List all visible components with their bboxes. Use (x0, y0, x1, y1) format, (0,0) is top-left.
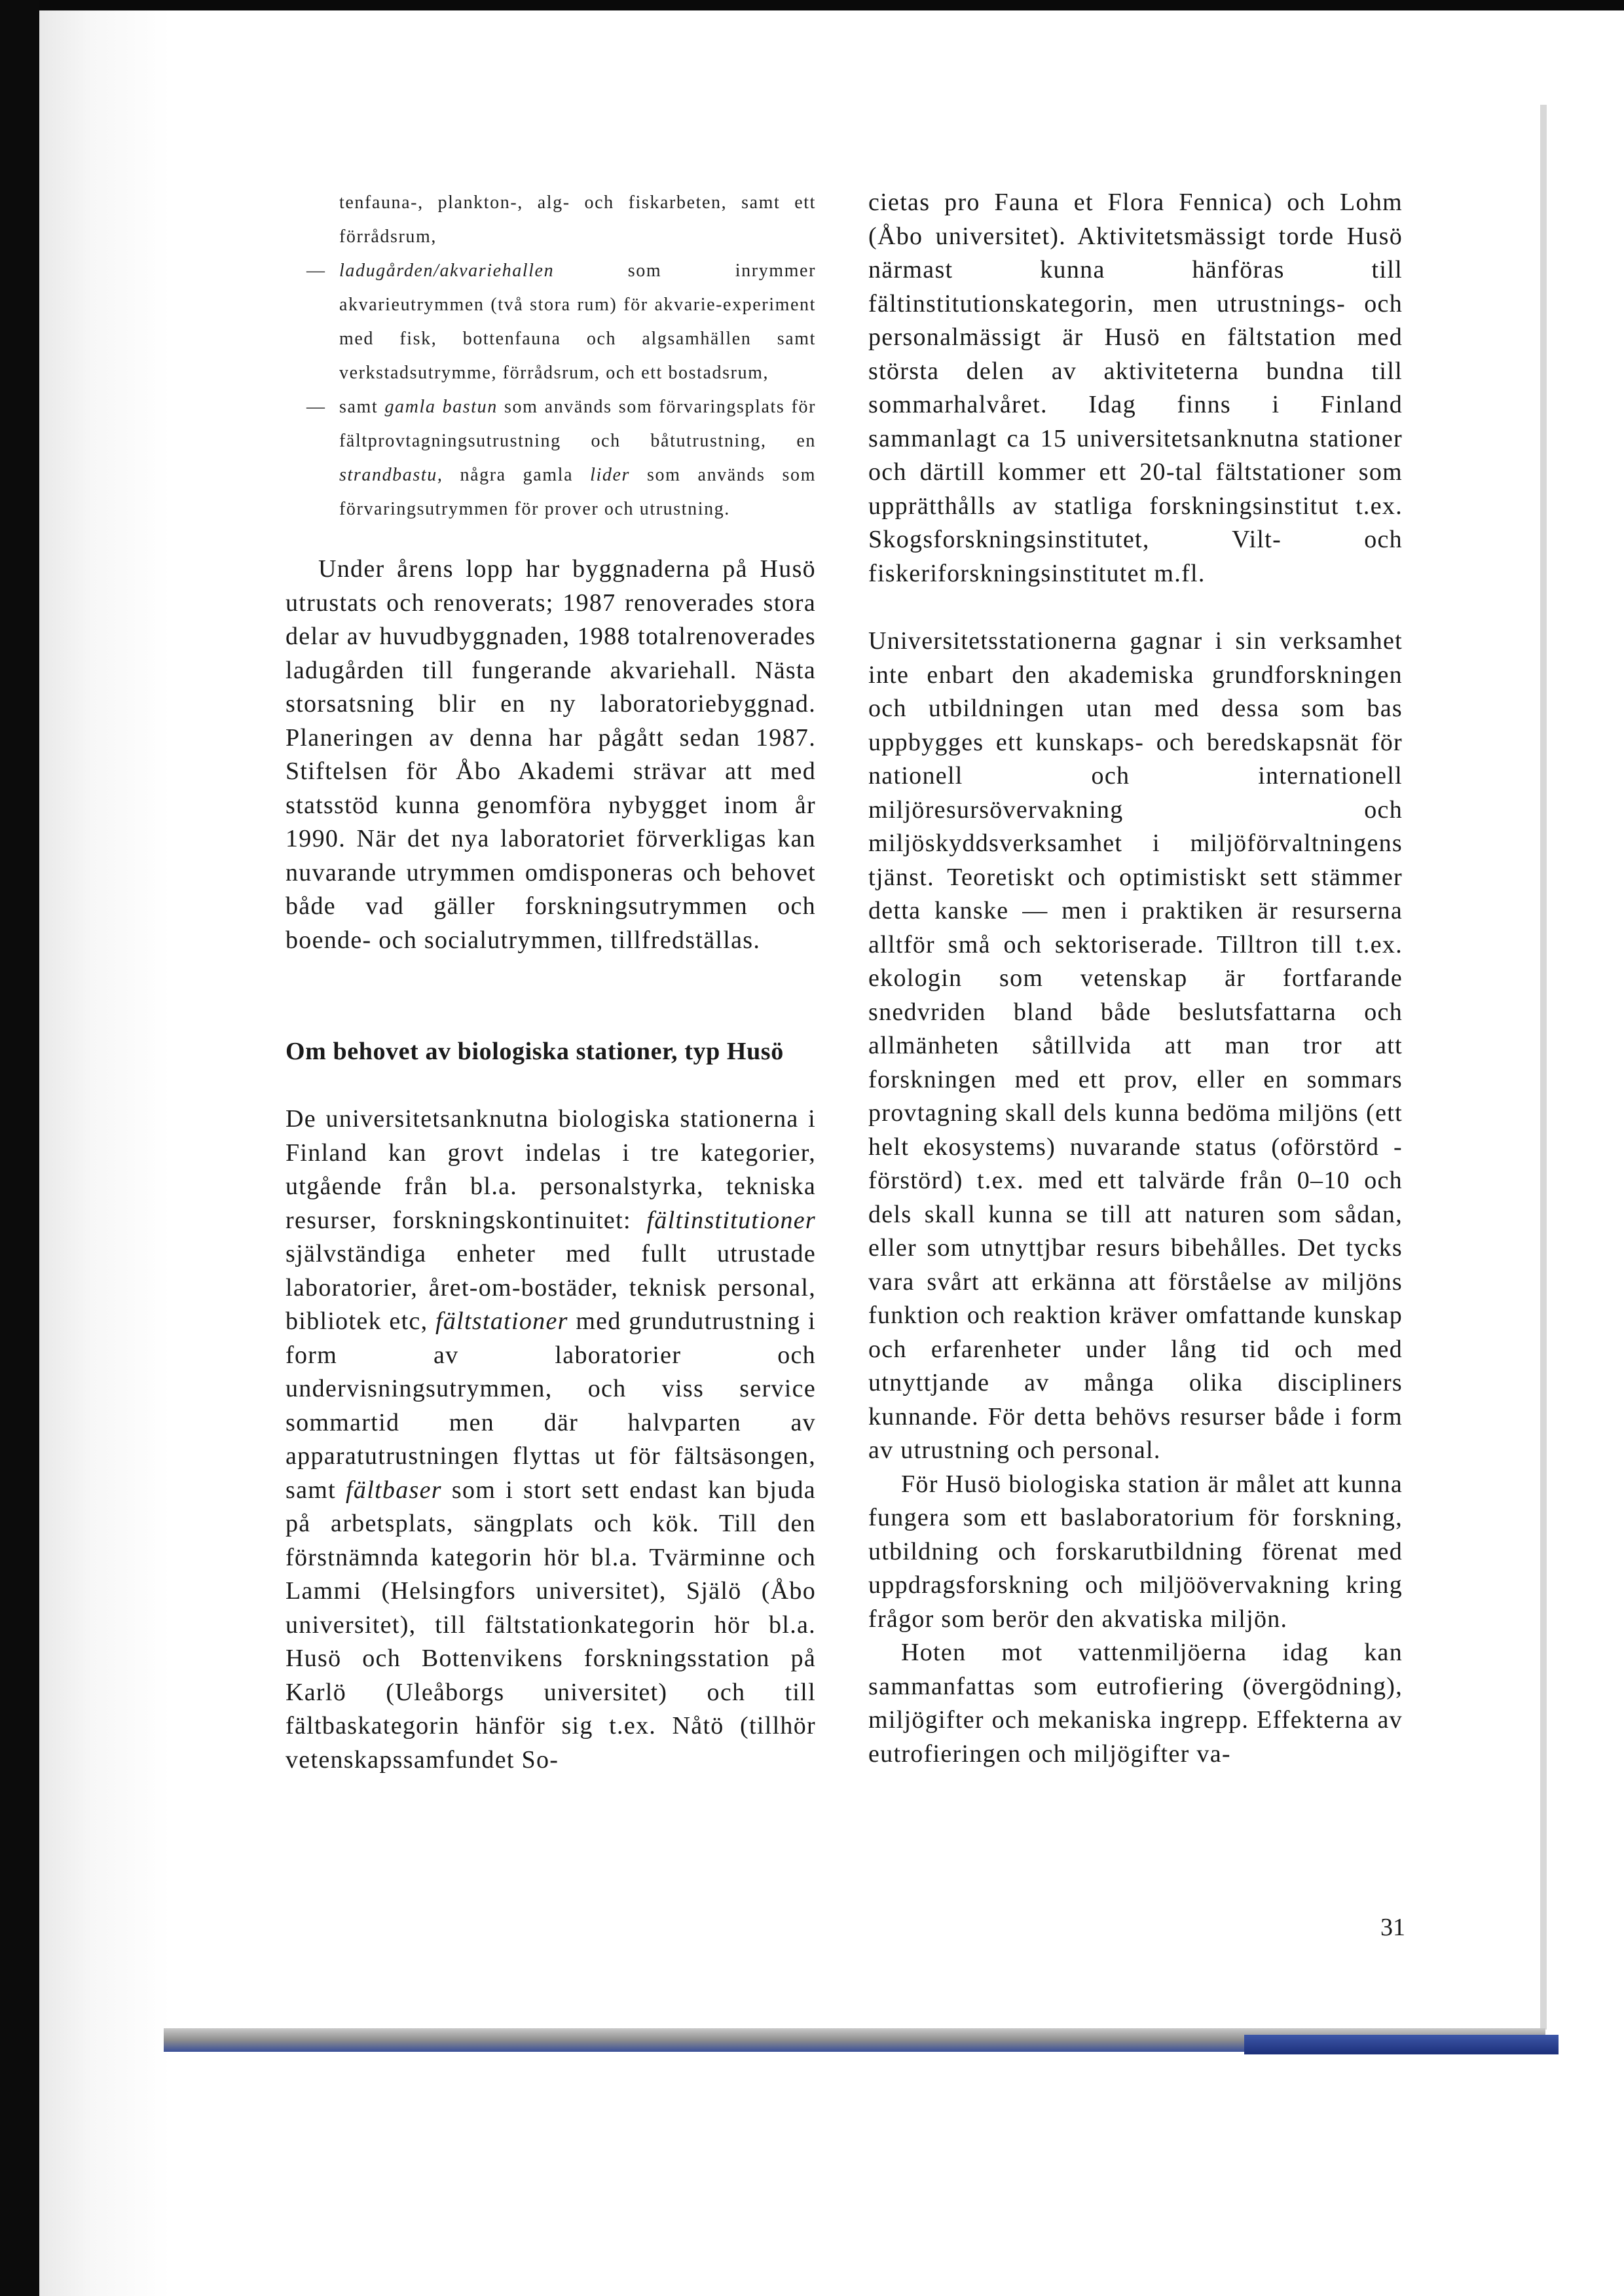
paragraph: För Husö biologiska station är målet att kunna fungera som ett baslaboratorium för forskning, utbildning och forskarutbildning förenat med uppdragsforskning och miljöövervakning kring frågor som berör den akvatiska miljön. (868, 1470, 1403, 1633)
list-item-text: några gamla (443, 465, 591, 485)
list-item-text: som används som förvaringsplats för fältprovtagningsutrustning och båtutrustning, en (339, 397, 816, 451)
list-item-text: samt (339, 397, 385, 417)
paragraph-text: självständiga enheter med fullt utrustade laboratorier, året-om-bostäder, teknisk personal, bibliotek etc, (286, 1240, 816, 1335)
paragraph-text: med grundutrustning i form av laboratorier och undervisningsutrymmen, och viss service sommartid men där halvparten av apparatutrustningen flyttas ut för fältsäsongen, samt (286, 1307, 816, 1504)
body-text (286, 553, 816, 957)
paragraph: Under årens lopp har byggnaderna på Husö utrustats och renoverats; 1987 renoverades stora delar av huvudbyggnaden, 1988 totalrenoverades ladugården till fungerande akvariehall. Nästa storsatsning blir en ny laboratoriebyggnad. Planeringen av denna har pågått sedan 1987. Stiftelsen för Åbo Akademi strävar att med statsstöd kunna genomföra nybygget inom år 1990. När det nya laboratoriet förverkligas kan nuvarande utrymmen omdisponeras och behovet både vad gäller forskningsutrymmen och boende- och socialutrymmen, tillfredställas. (286, 555, 816, 954)
scan-border-left (0, 0, 39, 2296)
list-item-term: gamla bastun (384, 397, 498, 417)
paragraph-term: fältbaser (346, 1476, 442, 1504)
paragraph: Universitetsstationerna gagnar i sin verksamhet inte enbart den akademiska grundforskningen och utbildningen utan med dessa som bas uppbygges ett kunskaps- och beredskapsnät för nationell och internationell miljöresursövervakning och miljöskyddsverksamhet i miljöförvaltningens tjänst. Teoretiskt och optimistiskt sett stämmer detta kanske — men i praktiken är resurserna alltför små och sektoriserade. Tilltron till t.ex. ekologin som vetenskap är fortfarande snedvriden bland både beslutsfattarna och allmänheten såtillvida att man tror att forskningen med ett prov, eller en sommars provtagning skall dels kunna bedöma miljöns (ett helt ekosystems) nuvarande status (oförstörd -förstörd) t.ex. med ett talvärde från 0–10 och dels skall kunna se till att naturen som sådan, eller som utnyttjbar resurs bibehålles. Det tycks vara svårt att erkänna att förståelse av miljöns funktion och reaktion kräver omfattande kunskap och erfarenheter under lång tid och med utnyttjande av många olika discipliners kunnande. För detta behövs resurser både i form av utrustning och personal. (868, 627, 1403, 1464)
right-column (868, 186, 1403, 1771)
list-item-text: som inrymmer akvarieutrymmen (två stora rum) för akvarie-experiment med fisk, bottenfauna och algsamhällen samt verkstadsutrymme, förrådsrum, och ett bostadsrum, (339, 261, 816, 383)
paragraph-text: som i stort sett endast kan bjuda på arbetsplats, sängplats och kök. Till den förstnämnda kategorin hör bl.a. Tvärminne och Lammi (Helsingfors universitet), Själö (Åbo universitet), till fältstationkategorin hör bl.a. Husö och Bottenvikens forskningsstation på Karlö (Uleåborgs universitet) och till fältbaskategorin hänför sig t.ex. Nåtö (tillhör vetenskapssamfundet So- (286, 1476, 816, 1774)
list-item-term: lider (590, 465, 631, 485)
paragraph: Hoten mot vattenmiljöerna idag kan sammanfattas som eutrofiering (övergödning), miljögifter och mekaniska ingrepp. Effekterna av eutrofieringen och miljögifter va- (868, 1639, 1403, 1768)
list-item-term: ladugården/akvariehallen (339, 261, 555, 281)
paragraph: cietas pro Fauna et Flora Fennica) och Lohm (Åbo universitet). Aktivitetsmässigt torde Husö närmast kunna hänföras till fältinstitutionskategorin, men utrustnings- och personalmässigt är Husö en fältstation med största delen av aktiviteterna bundna till sommarhalvåret. Idag finns i Finland sammanlagt ca 15 universitetsanknutna stationer och därtill kommer ett 20-tal fältstationer som upprätthålls av statliga forskningsinstitut t.ex. Skogsforskningsinstitutet, Vilt- och fiskeriforskningsinstitutet m.fl. (868, 189, 1403, 587)
scan-background-blue (1244, 2035, 1559, 2054)
page-right-edge (1540, 105, 1547, 2030)
list-item (286, 390, 816, 526)
section-heading: Om behovet av biologiska stationer, typ Husö (286, 1038, 784, 1065)
paragraph-term: fältstationer (435, 1307, 568, 1335)
page-number: 31 (1380, 1914, 1405, 1941)
left-column (286, 186, 816, 1777)
list-item-text: som används som förvaringsutrymmen för prover och utrustning. (339, 465, 816, 519)
list-dash: — (306, 397, 326, 417)
paragraph (286, 1102, 816, 1777)
paragraph-term: fältinstitutioner (646, 1206, 816, 1234)
page-shadow (39, 10, 170, 2296)
paragraph-text: De universitetsanknutna biologiska stationerna i Finland kan grovt indelas i tre kategorier, utgående från bl.a. personalstyrka, tekniska resurser, forskningskontinuitet: (286, 1105, 816, 1234)
scan-border-top (0, 0, 1624, 10)
list-item (286, 186, 816, 254)
facility-list (286, 186, 816, 526)
body-text (868, 186, 1403, 1771)
list-item-text: tenfauna-, plankton-, alg- och fiskarbeten, samt ett förrådsrum, (339, 192, 816, 247)
list-dash: — (306, 261, 326, 281)
body-text (286, 1102, 816, 1777)
list-item (286, 254, 816, 390)
list-item-term: strandbastu, (339, 465, 443, 485)
